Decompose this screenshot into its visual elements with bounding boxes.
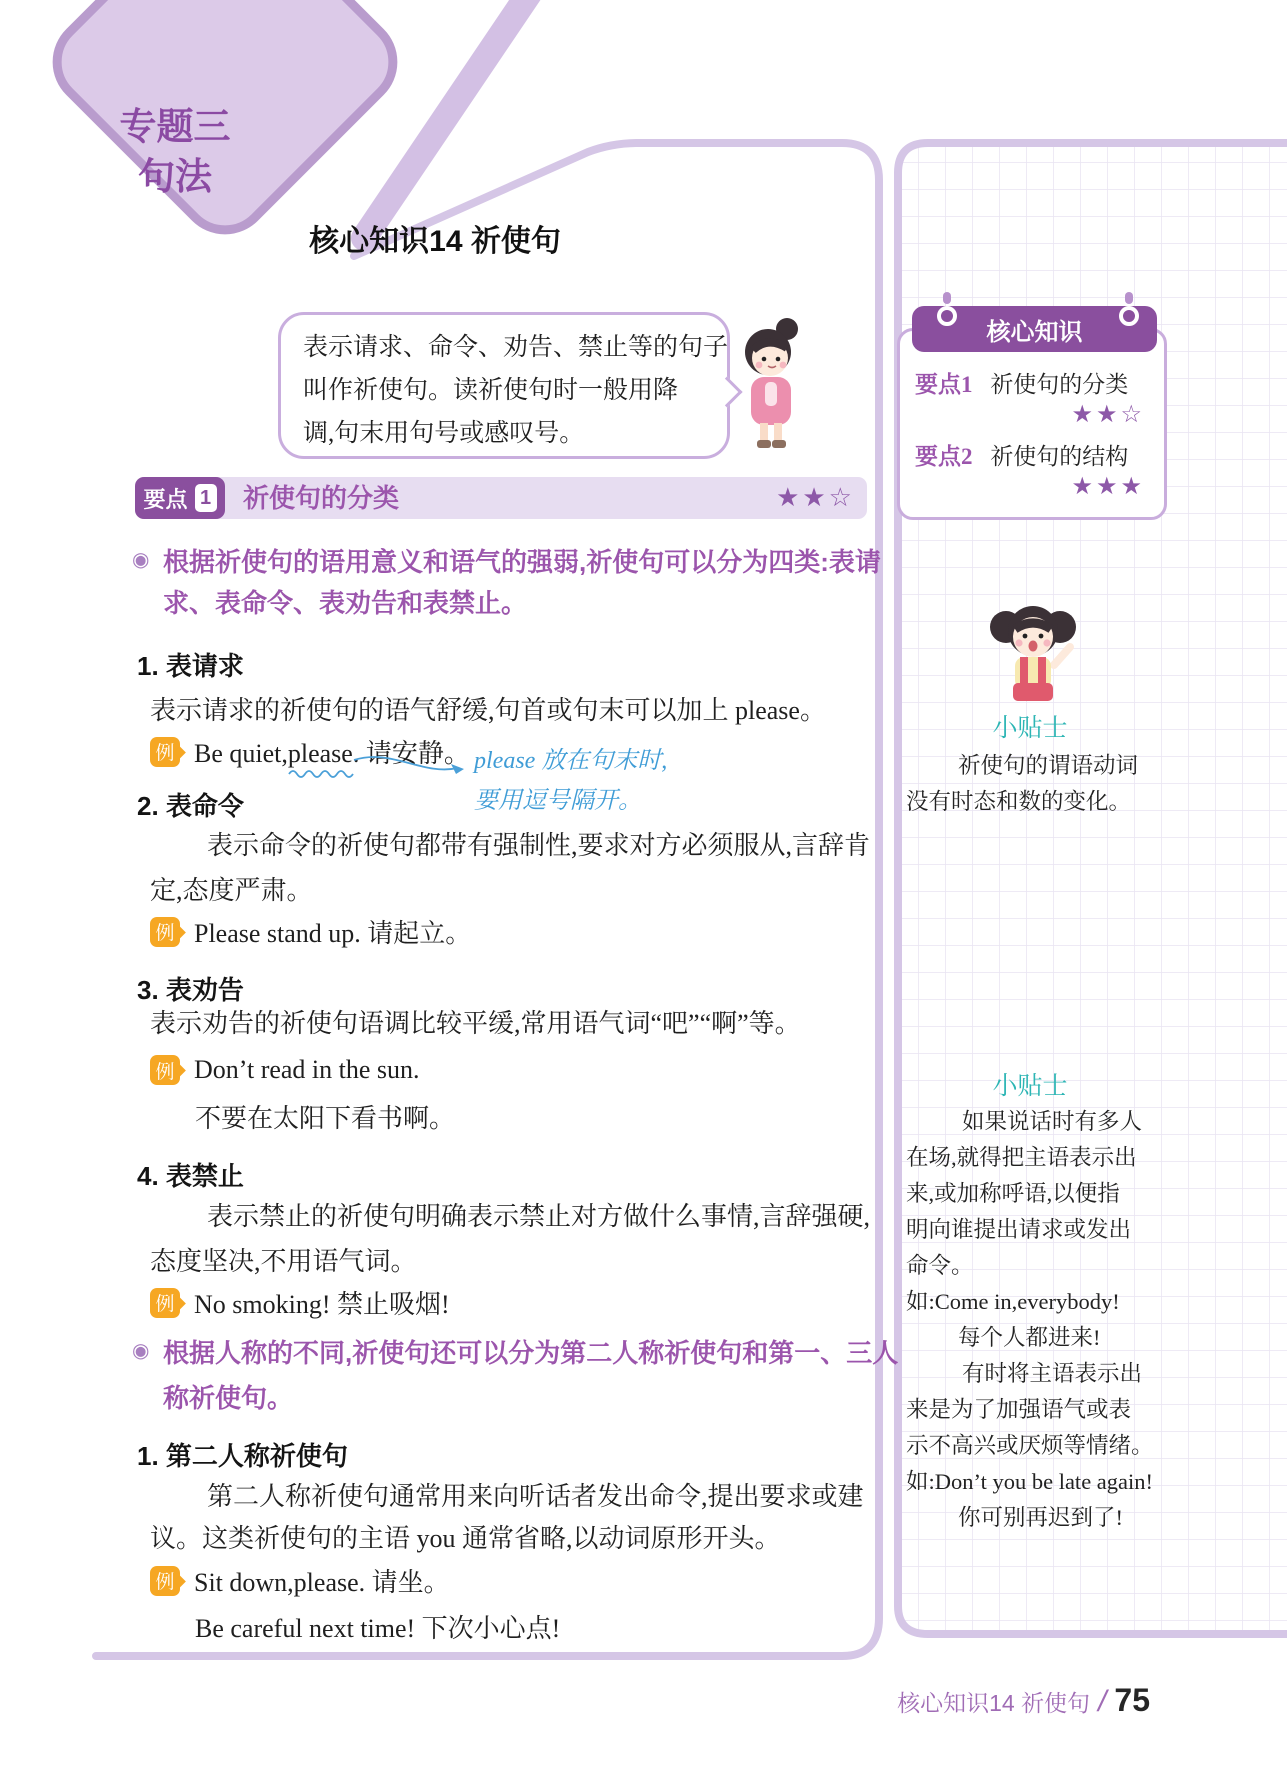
example3-row: [150, 1055, 420, 1085]
page-number: 75: [1114, 1682, 1150, 1718]
card-item2-title: 祈使句的结构: [990, 444, 1129, 469]
tip2-line2: 在场,就得把主语表示出: [906, 1145, 1137, 1170]
example2-text: Please stand up. 请起立。: [194, 919, 472, 948]
footer-chapter-label: 核心知识14 祈使句: [897, 1690, 1091, 1716]
card-item1-stars: ★★☆: [1071, 402, 1145, 428]
page-title: 核心知识14 祈使句: [309, 225, 561, 258]
keypoint-tag-label: 要点: [143, 486, 188, 512]
keypoint1-tag: [135, 477, 225, 519]
keypoint1-title: 祈使句的分类: [243, 483, 400, 513]
speech-bubble: [278, 312, 730, 459]
note-arrow-icon: [352, 748, 470, 780]
tip2-line1: 如果说话时有多人: [962, 1109, 1143, 1134]
girl-illustration-sidebar: [978, 597, 1088, 705]
keypoint1-stars: ★★☆: [776, 483, 855, 512]
blue-note-line1: please 放在句末时,: [474, 748, 668, 774]
page-footer: [860, 1682, 1150, 1719]
blue-note-line2: 要用逗号隔开。: [474, 788, 642, 814]
heading-advice: 3. 表劝告: [137, 975, 244, 1005]
card-item2-label: 要点2: [915, 444, 973, 469]
example3-chinese: 不要在太阳下看书啊。: [195, 1104, 456, 1133]
example5-row: [150, 1562, 450, 1599]
para-prohibition-line2: 态度坚决,不用语气词。: [150, 1247, 417, 1276]
example4-row: [150, 1284, 450, 1321]
tip2-line5: 命令。: [906, 1253, 974, 1278]
heading-request: 1. 表请求: [137, 651, 244, 681]
tip2-line11: 如:Don’t you be late again!: [906, 1469, 1154, 1494]
intro2-line1: 根据人称的不同,祈使句还可以分为第二人称祈使句和第一、三人: [163, 1338, 899, 1368]
keypoint1-bar: [135, 477, 867, 519]
bullet-icon: ◉: [132, 549, 150, 571]
tip2-line3: 来,或加称呼语,以便指: [906, 1181, 1120, 1206]
tip2-line10: 示不高兴或厌烦等情绪。: [906, 1433, 1154, 1458]
ribbon-band: [364, 0, 545, 238]
example5-text: Sit down,please. 请坐。: [194, 1568, 450, 1597]
tip2-title: 小贴士: [992, 1073, 1068, 1100]
card-item2: [915, 438, 1128, 471]
bubble-line1: 表示请求、命令、劝告、禁止等的句子: [303, 334, 729, 361]
banner-topic-line1: 专题三: [119, 106, 231, 147]
example-badge-icon: 例: [150, 917, 180, 947]
ring-clip-icon: [1118, 290, 1140, 330]
tip2-line6: 如:Come in,everybody!: [906, 1289, 1120, 1314]
girl-illustration-top: [735, 316, 807, 450]
tip2-line7: 每个人都进来!: [958, 1325, 1101, 1350]
para-second-person-line1: 第二人称祈使句通常用来向听话者发出命令,提出要求或建: [207, 1482, 864, 1511]
para-command-line1: 表示命令的祈使句都带有强制性,要求对方必须服从,言辞肯: [207, 831, 871, 860]
card-item2-stars: ★★★: [1071, 474, 1145, 500]
heading-command: 2. 表命令: [137, 791, 244, 821]
para-request: 表示请求的祈使句的语气舒缓,句首或句末可以加上 please。: [150, 696, 826, 725]
example2-row: [150, 913, 471, 950]
para-prohibition-line1: 表示禁止的祈使句明确表示禁止对方做什么事情,言辞强硬,: [207, 1202, 871, 1231]
tip2-line8: 有时将主语表示出: [962, 1361, 1143, 1386]
example4-text: No smoking! 禁止吸烟!: [194, 1290, 450, 1319]
tip2-line9: 来是为了加强语气或表: [906, 1397, 1132, 1422]
example3-english: Don’t read in the sun.: [194, 1055, 420, 1084]
bubble-line2: 叫作祈使句。读祈使句时一般用降: [303, 377, 679, 404]
tip2-line12: 你可别再迟到了!: [958, 1505, 1123, 1530]
para-command-line2: 定,态度严肃。: [150, 876, 313, 905]
tip1-line2: 没有时态和数的变化。: [906, 789, 1132, 814]
ring-clip-icon: [936, 290, 958, 330]
intro2-line2: 称祈使句。: [163, 1383, 294, 1413]
example-badge-icon: 例: [150, 1288, 180, 1318]
example-badge-icon: 例: [150, 737, 180, 767]
card-item1-label: 要点1: [915, 372, 973, 397]
intro1-line1: 根据祈使句的语用意义和语气的强弱,祈使句可以分为四类:表请: [163, 547, 881, 577]
card-item1-title: 祈使句的分类: [990, 372, 1129, 397]
footer-slash: /: [1098, 1685, 1107, 1718]
card-item1: [915, 366, 1128, 399]
wavy-underline: [288, 768, 358, 778]
tip2-line4: 明向谁提出请求或发出: [906, 1217, 1132, 1242]
banner-topic-line2: 句法: [138, 156, 212, 197]
example5b-text: Be careful next time! 下次小心点!: [195, 1614, 561, 1643]
intro1-line2: 求、表命令、表劝告和表禁止。: [163, 588, 528, 618]
tip1-line1: 祈使句的谓语动词: [958, 753, 1139, 778]
heading-second-person: 1. 第二人称祈使句: [137, 1441, 348, 1471]
keypoint-tag-number: 1: [195, 484, 217, 512]
bubble-line3: 调,句末用句号或感叹号。: [303, 420, 585, 447]
example-badge-icon: 例: [150, 1055, 180, 1085]
tip1-title: 小贴士: [992, 715, 1068, 742]
core-knowledge-card-title: 核心知识: [986, 318, 1083, 346]
example1-text: Be quiet,please. 请安静。: [194, 739, 470, 768]
para-advice: 表示劝告的祈使句语调比较平缓,常用语气词“吧”“啊”等。: [150, 1009, 801, 1038]
bullet-icon: ◉: [132, 1340, 150, 1362]
heading-prohibition: 4. 表禁止: [137, 1161, 244, 1191]
example-badge-icon: 例: [150, 1566, 180, 1596]
para-second-person-line2: 议。这类祈使句的主语 you 通常省略,以动词原形开头。: [150, 1524, 781, 1553]
